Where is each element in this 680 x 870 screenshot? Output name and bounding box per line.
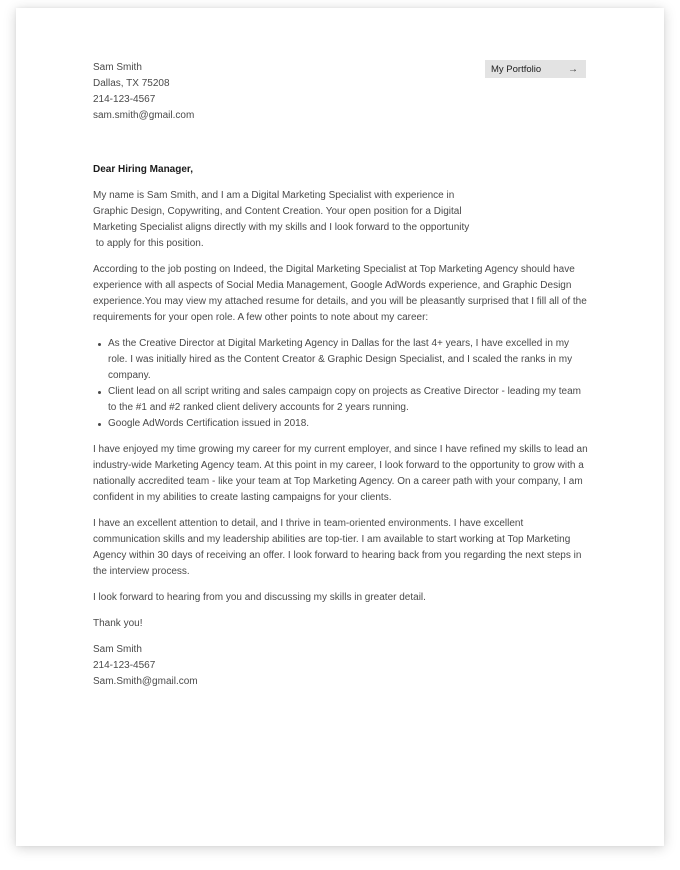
intro-line: My name is Sam Smith, and I am a Digital Marketing Specialist with experience in bbox=[93, 190, 455, 201]
sender-name: Sam Smith bbox=[93, 62, 142, 73]
list-item: As the Creative Director at Digital Marketing Agency in Dallas for the last 4+ years, I have excelled in my role. I was initially hired as the Content Creator & Graphic Design Specialist, and I scaled the ranks in my company. bbox=[108, 336, 591, 384]
signature-name: Sam Smith bbox=[93, 644, 142, 655]
signature-phone: 214-123-4567 bbox=[93, 660, 156, 671]
career-growth-paragraph: I have enjoyed my time growing my career for my current employer, and since I have refined my skills to lead an industry-wide Marketing Agency team. At this point in my career, I look forward to the opportunity to grow with a nationally accredited team - like your team at Top Marketing Agency. On a career path with your company, I am confident in my abilities to create lasting campaigns for your clients. bbox=[93, 444, 588, 503]
sender-phone: 214-123-4567 bbox=[93, 94, 156, 105]
intro-line: to apply for this position. bbox=[93, 238, 204, 249]
skills-paragraph: I have an excellent attention to detail, and I thrive in team-oriented environments. I have excellent communication skills and my leadership abilities are top-tier. I am available to start working at Top Marketing Agency within 30 days of receiving an offer. I look forward to hearing back from you regarding the next steps in the interview process. bbox=[93, 518, 582, 577]
arrow-right-icon: → bbox=[568, 63, 578, 75]
sender-location: Dallas, TX 75208 bbox=[93, 78, 170, 89]
list-item: Client lead on all script writing and sales campaign copy on projects as Creative Director - leading my team to the #1 and #2 ranked client delivery accounts for 2 years running. bbox=[108, 384, 591, 416]
sender-block bbox=[93, 60, 591, 124]
greeting: Dear Hiring Manager, bbox=[93, 164, 194, 175]
job-posting-paragraph: According to the job posting on Indeed, the Digital Marketing Specialist at Top Marketing Agency should have experience with all aspects of Social Media Management, Google AdWords experience, and Graphic Design experience.You may view my attached resume for details, and you will be pleasantly surprised that I fill all of the requirements for your open role. A few other points to note about my career: bbox=[93, 264, 587, 323]
closing-paragraph: I look forward to hearing from you and discussing my skills in greater detail. bbox=[93, 592, 426, 603]
thank-you: Thank you! bbox=[93, 618, 143, 629]
intro-line: Marketing Specialist aligns directly with my skills and I look forward to the opportunity bbox=[93, 222, 470, 233]
signature-email: Sam.Smith@gmail.com bbox=[93, 676, 198, 687]
intro-line: Graphic Design, Copywriting, and Content Creation. Your open position for a Digital bbox=[93, 206, 462, 217]
portfolio-button-label: My Portfolio bbox=[491, 63, 542, 75]
letter-page bbox=[16, 8, 664, 846]
letter-content bbox=[93, 60, 591, 690]
signature-block bbox=[93, 642, 591, 690]
intro-paragraph bbox=[93, 188, 493, 252]
sender-email: sam.smith@gmail.com bbox=[93, 110, 195, 121]
list-item: Google AdWords Certification issued in 2018. bbox=[108, 416, 591, 432]
career-highlights-list bbox=[93, 336, 591, 432]
